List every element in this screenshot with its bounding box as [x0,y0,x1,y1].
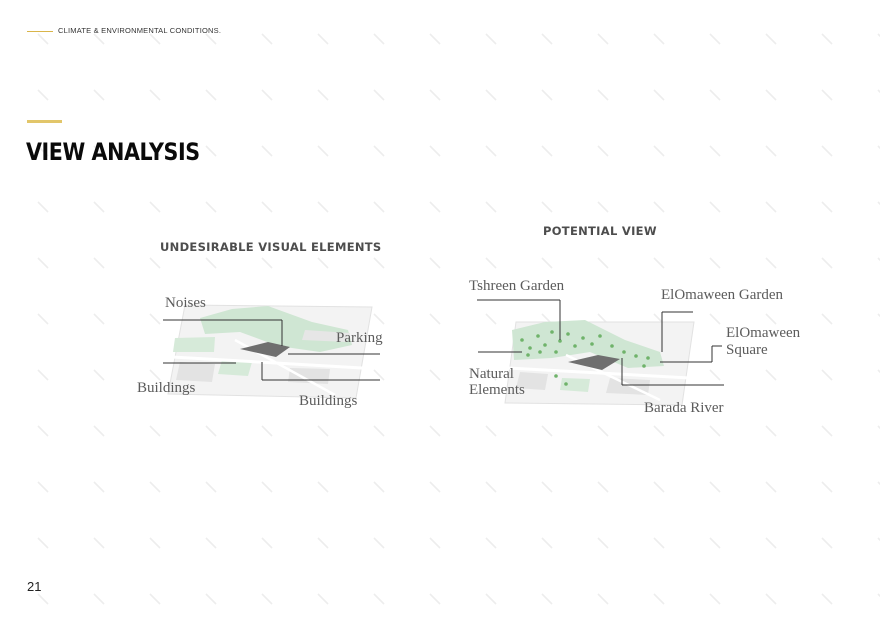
section-title: CLIMATE & ENVIRONMENTAL CONDITIONS. [58,26,222,35]
label-parking: Parking [336,330,383,346]
page-number: 21 [27,579,42,594]
label-buildings-left: Buildings [137,380,196,396]
left-diagram-caption: UNDESIRABLE VISUAL ELEMENTS [160,240,382,254]
label-natural-line1: Natural [469,366,514,382]
label-elomaween-garden: ElOmaween Garden [661,287,784,303]
label-barada-river: Barada River [644,400,724,416]
label-buildings-bottom: Buildings [299,393,358,409]
label-elomaween-square-line2: Square [726,342,768,358]
label-noises: Noises [165,295,206,311]
label-natural-line2: Elements [469,382,525,398]
right-diagram-caption: POTENTIAL VIEW [543,224,657,238]
page-title: VIEW ANALYSIS [26,138,200,166]
label-tshreen-garden: Tshreen Garden [469,278,565,294]
left-site-map [163,305,380,398]
label-elomaween-square-line1: ElOmaween [726,325,801,341]
